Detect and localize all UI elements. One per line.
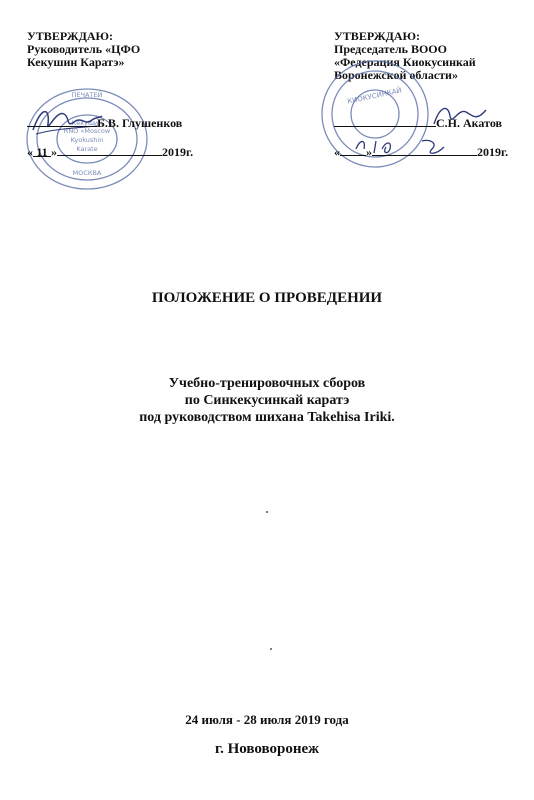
- event-dates: 24 июля - 28 июля 2019 года: [185, 712, 349, 727]
- stamp-text: ПЕЧАТЕЙ: [71, 91, 103, 99]
- signer-name: С.Н. Акатов: [436, 116, 503, 130]
- subtitle-line: Учебно-тренировочных сборов: [168, 376, 366, 391]
- subtitle-line: под руководством шихана Takehisa Iriki.: [139, 410, 395, 425]
- date-year: 2019г.: [162, 145, 194, 159]
- scan-speck: [266, 511, 268, 513]
- date-year: 2019г.: [477, 145, 509, 159]
- document-title: ПОЛОЖЕНИЕ О ПРОВЕДЕНИИ: [151, 290, 383, 306]
- scan-speck: [270, 648, 272, 650]
- event-city: г. Нововоронеж: [214, 741, 320, 757]
- approval-heading: УТВЕРЖДАЮ:: [334, 29, 421, 43]
- signer-name: Б.В. Глушенков: [97, 116, 183, 130]
- date-day: 11: [36, 145, 48, 159]
- signature-line-right: [334, 115, 502, 131]
- approver-position: Председатель ВООО: [334, 42, 447, 56]
- stamp-text: Karate: [76, 145, 98, 153]
- signature-line-left: [27, 115, 182, 131]
- approval-block-left: [27, 30, 227, 69]
- approval-heading: УТВЕРЖДАЮ:: [27, 29, 114, 43]
- approval-date-right: « » 2019г.: [334, 145, 509, 159]
- document-subtitle: [0, 375, 534, 426]
- stamp-text: Kyokushin: [70, 136, 104, 144]
- approver-organization: Кекушин Каратэ»: [27, 55, 125, 69]
- approver-position: Руководитель «ЦФО: [27, 42, 141, 56]
- subtitle-line: по Синкекусинкай каратэ: [184, 393, 350, 408]
- approval-date-left: « 11 » 2019г.: [27, 145, 194, 159]
- stamp-text: КИОКУСИНКАЙ: [346, 86, 403, 106]
- stamp-text: МОСКВА: [72, 169, 102, 177]
- approver-organization: «Федерация Киокусинкай: [334, 55, 476, 69]
- stamp-text: RNO «Moscow: [63, 127, 111, 135]
- stamp-text: Кекушин: [71, 119, 103, 127]
- approver-organization-region: Воронежской области»: [334, 68, 458, 82]
